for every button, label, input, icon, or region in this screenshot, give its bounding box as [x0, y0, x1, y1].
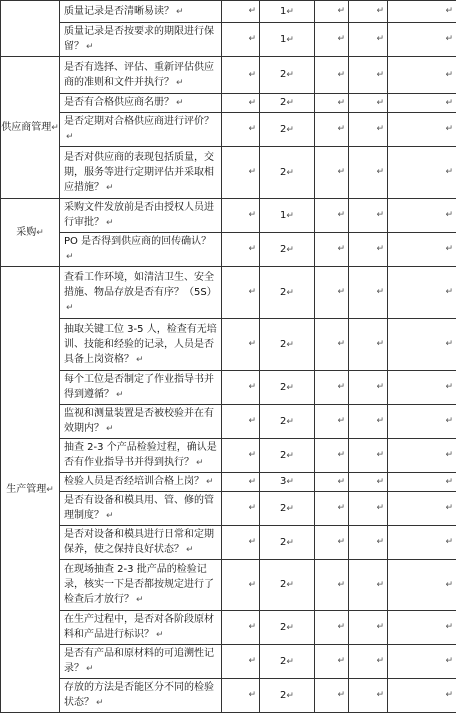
- blank-cell: ↵: [349, 473, 388, 492]
- blank-cell: ↵: [315, 57, 349, 94]
- question-cell: 采购文件发放前是否由授权人员进行审批？ ↵: [60, 199, 222, 233]
- score-cell: 2↵: [260, 113, 315, 147]
- table-row: [1, 439, 456, 473]
- blank-cell: ↵: [349, 439, 388, 473]
- blank-cell: ↵: [222, 679, 260, 713]
- blank-cell: ↵: [349, 23, 388, 57]
- table-row: [1, 57, 456, 94]
- blank-cell: ↵: [222, 319, 260, 371]
- blank-cell: ↵: [315, 147, 349, 199]
- blank-cell: ↵: [388, 199, 456, 233]
- blank-cell: ↵: [315, 492, 349, 526]
- table-row: [1, 473, 456, 492]
- blank-cell: ↵: [388, 645, 456, 679]
- score-cell: 2↵: [260, 405, 315, 439]
- score-cell: 2↵: [260, 560, 315, 611]
- blank-cell: ↵: [388, 473, 456, 492]
- blank-cell: ↵: [222, 267, 260, 319]
- blank-cell: ↵: [388, 57, 456, 94]
- question-cell: 是否有选择、评估、重新评估供应商的准则和文件并执行？ ↵: [60, 57, 222, 94]
- blank-cell: ↵: [388, 492, 456, 526]
- table-row: [1, 492, 456, 526]
- score-cell: 1↵: [260, 23, 315, 57]
- blank-cell: ↵: [388, 560, 456, 611]
- blank-cell: ↵: [388, 439, 456, 473]
- blank-cell: ↵: [349, 405, 388, 439]
- blank-cell: ↵: [388, 1, 456, 23]
- blank-cell: ↵: [349, 147, 388, 199]
- blank-cell: ↵: [315, 439, 349, 473]
- blank-cell: ↵: [315, 319, 349, 371]
- score-cell: 2↵: [260, 679, 315, 713]
- score-cell: 1↵: [260, 199, 315, 233]
- blank-cell: ↵: [388, 526, 456, 560]
- score-cell: 2↵: [260, 147, 315, 199]
- question-cell: 是否定期对合格供应商进行评价？↵: [60, 113, 222, 147]
- question-cell: 在生产过程中，是否对各阶段原材料和产品进行标识？ ↵: [60, 611, 222, 645]
- question-cell: 是否有设备和模具用、管、修的管理制度？ ↵: [60, 492, 222, 526]
- score-cell: 2↵: [260, 645, 315, 679]
- table-row: [1, 371, 456, 405]
- blank-cell: ↵: [315, 233, 349, 267]
- blank-cell: ↵: [222, 526, 260, 560]
- blank-cell: ↵: [315, 679, 349, 713]
- question-cell: 在现场抽查 2-3 批产品的检验记录，核实一下是否都按规定进行了检查后才放行？ ↵: [60, 560, 222, 611]
- blank-cell: ↵: [349, 113, 388, 147]
- question-cell: 质量记录是否清晰易读？ ↵: [60, 1, 222, 23]
- blank-cell: ↵: [315, 267, 349, 319]
- question-cell: 查看工作环境，如清洁卫生、安全措施、物品存放是否有序？（5S）↵: [60, 267, 222, 319]
- blank-cell: ↵: [388, 147, 456, 199]
- question-cell: 每个工位是否制定了作业指导书并得到遵循？ ↵: [60, 371, 222, 405]
- blank-cell: ↵: [349, 492, 388, 526]
- blank-cell: ↵: [388, 405, 456, 439]
- blank-cell: ↵: [315, 94, 349, 113]
- blank-cell: ↵: [349, 319, 388, 371]
- blank-cell: ↵: [315, 560, 349, 611]
- blank-cell: ↵: [349, 57, 388, 94]
- blank-cell: ↵: [315, 611, 349, 645]
- table-row: [1, 645, 456, 679]
- blank-cell: ↵: [315, 473, 349, 492]
- blank-cell: ↵: [222, 645, 260, 679]
- blank-cell: ↵: [349, 611, 388, 645]
- table-row: [1, 319, 456, 371]
- question-cell: PO 是否得到供应商的回传确认？↵: [60, 233, 222, 267]
- blank-cell: ↵: [222, 94, 260, 113]
- table-row: [1, 199, 456, 233]
- score-cell: 2↵: [260, 94, 315, 113]
- blank-cell: ↵: [388, 94, 456, 113]
- blank-cell: ↵: [222, 492, 260, 526]
- blank-cell: ↵: [222, 371, 260, 405]
- score-cell: 2↵: [260, 57, 315, 94]
- blank-cell: ↵: [222, 199, 260, 233]
- score-cell: 2↵: [260, 439, 315, 473]
- blank-cell: ↵: [349, 1, 388, 23]
- question-cell: 存放的方法是否能区分不同的检验状态？ ↵: [60, 679, 222, 713]
- question-cell: 是否有产品和原材料的可追溯性记录？ ↵: [60, 645, 222, 679]
- blank-cell: ↵: [315, 113, 349, 147]
- blank-cell: ↵: [388, 679, 456, 713]
- category-cell: 生产管理↵: [1, 267, 60, 713]
- table-row: [1, 94, 456, 113]
- blank-cell: ↵: [388, 267, 456, 319]
- blank-cell: ↵: [388, 371, 456, 405]
- table-row: [1, 611, 456, 645]
- blank-cell: ↵: [349, 645, 388, 679]
- table-row: [1, 405, 456, 439]
- question-cell: 是否对设备和模具进行日常和定期保养，使之保持良好状态？ ↵: [60, 526, 222, 560]
- blank-cell: ↵: [315, 371, 349, 405]
- score-cell: 2↵: [260, 492, 315, 526]
- blank-cell: ↵: [222, 439, 260, 473]
- score-cell: 2↵: [260, 611, 315, 645]
- question-cell: 是否有合格供应商名册？ ↵: [60, 94, 222, 113]
- question-cell: 抽取关键工位 3-5 人，检查有无培训、技能和经验的记录，人员是否具备上岗资格？ ↵: [60, 319, 222, 371]
- score-cell: 2↵: [260, 267, 315, 319]
- blank-cell: ↵: [349, 233, 388, 267]
- blank-cell: ↵: [222, 405, 260, 439]
- table-row: [1, 679, 456, 713]
- blank-cell: ↵: [222, 560, 260, 611]
- table-row: [1, 1, 456, 23]
- question-cell: 质量记录是否按要求的期限进行保留？ ↵: [60, 23, 222, 57]
- blank-cell: ↵: [222, 147, 260, 199]
- blank-cell: ↵: [388, 113, 456, 147]
- blank-cell: ↵: [349, 199, 388, 233]
- question-cell: 是否对供应商的表现包括质量，交期，服务等进行定期评估并采取相应措施？ ↵: [60, 147, 222, 199]
- category-cell: [1, 1, 60, 57]
- score-cell: 2↵: [260, 526, 315, 560]
- table-row: [1, 560, 456, 611]
- table-row: [1, 526, 456, 560]
- question-cell: 监视和测量装置是否被校验并在有效期内？ ↵: [60, 405, 222, 439]
- table-row: [1, 113, 456, 147]
- blank-cell: ↵: [388, 611, 456, 645]
- blank-cell: ↵: [315, 1, 349, 23]
- blank-cell: ↵: [222, 473, 260, 492]
- score-cell: 2↵: [260, 371, 315, 405]
- score-cell: 2↵: [260, 233, 315, 267]
- score-cell: 2↵: [260, 319, 315, 371]
- blank-cell: ↵: [388, 233, 456, 267]
- blank-cell: ↵: [315, 23, 349, 57]
- question-cell: 检验人员是否经培训合格上岗？ ↵: [60, 473, 222, 492]
- blank-cell: ↵: [315, 645, 349, 679]
- score-cell: 3↵: [260, 473, 315, 492]
- blank-cell: ↵: [222, 57, 260, 94]
- table-row: [1, 147, 456, 199]
- table-row: [1, 233, 456, 267]
- blank-cell: ↵: [349, 94, 388, 113]
- blank-cell: ↵: [315, 199, 349, 233]
- category-cell: 采购↵: [1, 199, 60, 267]
- table-row: [1, 23, 456, 57]
- category-cell: 供应商管理↵: [1, 57, 60, 199]
- question-cell: 抽查 2-3 个产品检验过程，确认是否有作业指导书并得到执行？ ↵: [60, 439, 222, 473]
- blank-cell: ↵: [388, 319, 456, 371]
- blank-cell: ↵: [388, 23, 456, 57]
- blank-cell: ↵: [349, 526, 388, 560]
- table-row: [1, 267, 456, 319]
- blank-cell: ↵: [315, 405, 349, 439]
- blank-cell: ↵: [349, 560, 388, 611]
- blank-cell: ↵: [349, 371, 388, 405]
- blank-cell: ↵: [222, 233, 260, 267]
- blank-cell: ↵: [222, 611, 260, 645]
- blank-cell: ↵: [222, 1, 260, 23]
- blank-cell: ↵: [222, 113, 260, 147]
- blank-cell: ↵: [315, 526, 349, 560]
- blank-cell: ↵: [222, 23, 260, 57]
- blank-cell: ↵: [349, 679, 388, 713]
- score-cell: 1↵: [260, 1, 315, 23]
- blank-cell: ↵: [349, 267, 388, 319]
